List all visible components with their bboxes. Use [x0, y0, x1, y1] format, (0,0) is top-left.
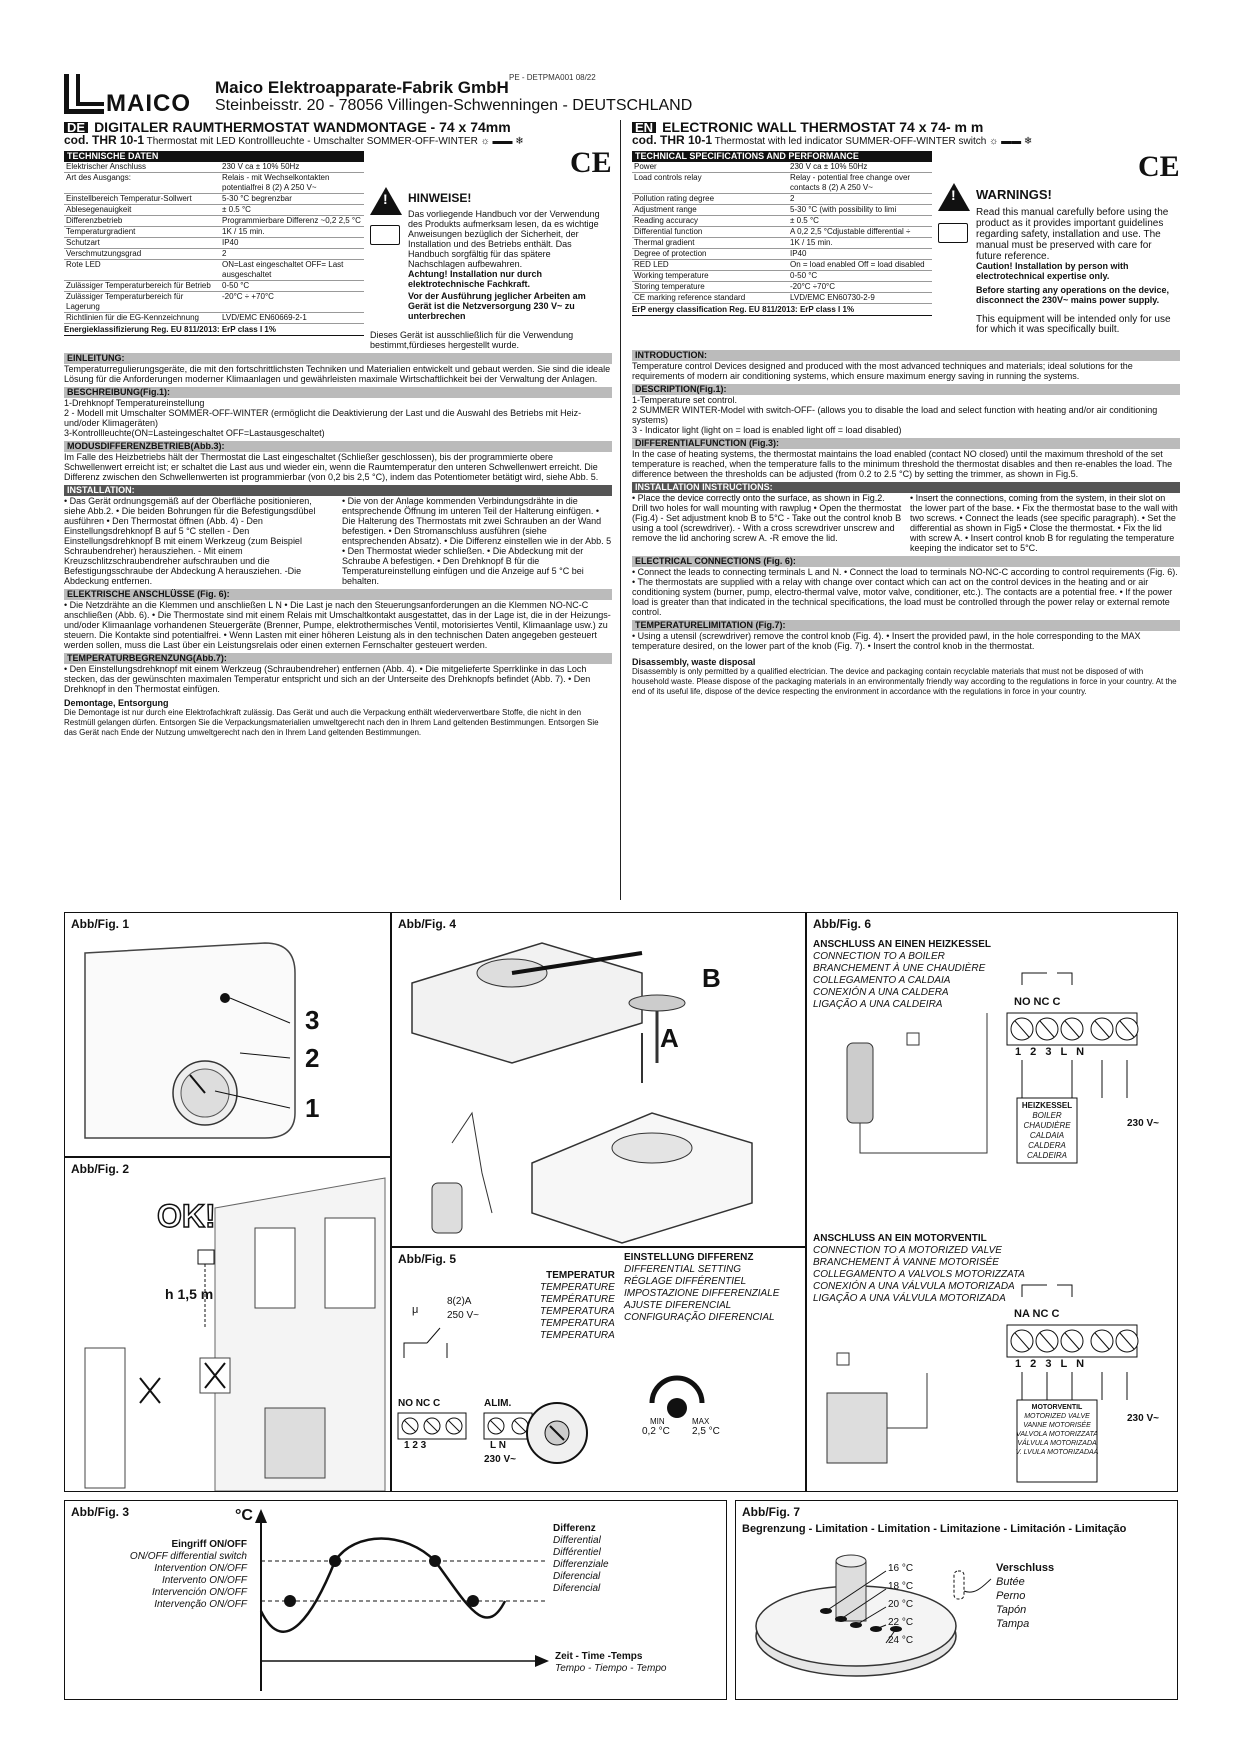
de-differential-heading: MODUSDIFFERENZBETRIEB(Abb.3):	[64, 441, 612, 452]
fig4-label-b: B	[702, 963, 721, 993]
de-spec-label: Temperaturgradient	[64, 227, 220, 238]
de-warning-4: Dieses Gerät ist ausschließlich für die Verwendung bestimmt,fürdieses hergestellt wurde.	[370, 330, 574, 350]
fig6-load2-0: MOTORVENTIL	[1031, 1404, 1083, 1411]
de-spec-value: 0-50 °C	[220, 281, 364, 292]
en-spec-label: Thermal gradient	[632, 238, 788, 249]
de-spec-label: Rote LED	[64, 260, 220, 281]
en-install-left: • Place the device correctly onto the surface, as shown in Fig.2. Drill two holes for wall mounting with rawplug • Open the thermostat (Fig.4) - Set adjustment knob B to 5°C - Take out the control knob B using a tool (screwdriver). - With a cross screwdriver unscrew and remove the lid anchoring screw A. -R emove the lid.	[632, 493, 902, 543]
german-section	[64, 119, 612, 738]
fig7-knob-illustration	[736, 1501, 1177, 1699]
fig6-230v-1: 230 V~	[1127, 1118, 1159, 1129]
en-spec-value: LVD/EMC EN60730-2-9	[788, 293, 932, 304]
fig6-load1-4: CALDERA	[1028, 1141, 1066, 1150]
en-electrical-text: • Connect the leads to connecting terminals L and N. • Connect the load to terminals NO-NC-C according to control requirements (Fig. 6). • The thermostats are supplied with a relay with change over contact which can act on the control devices in the heating and or air conditioning system (burner, pump, electro-thermal valve, motor valve, conditioner, etc.). The contacts are a potential free. • If the power load is greater than that indicated in the technical specifications, the load must be controlled through the power relay or external remote control.	[632, 567, 1178, 617]
fig5-temp-1: TEMPERATURE	[540, 1282, 615, 1293]
de-warning-3: Vor der Ausführung jeglicher Arbeiten am Gerät ist die Netzversorgung 230 V~ zu unterbrechen	[408, 291, 586, 321]
en-spec-label: Pollution rating degree	[632, 194, 788, 205]
fig5-min-value: 0,2 °C	[642, 1426, 670, 1437]
de-spec-row	[64, 194, 364, 205]
de-spec-value: LVD/EMC EN60669-2-1	[220, 313, 364, 324]
de-spec-label: Einstellbereich Temperatur-Sollwert	[64, 194, 220, 205]
en-warning-4: This equipment will be intended only for use for which it was specifically built.	[976, 314, 1171, 335]
en-code-desc: Thermostat with led indicator SUMMER-OFF-WINTER switch	[714, 136, 987, 147]
en-spec-value: 5-30 °C (with possibility to limi	[788, 205, 932, 216]
fig5-diff-3: IMPOSTAZIONE DIFFERENZIALE	[624, 1288, 780, 1299]
de-spec-row	[64, 281, 364, 292]
sun-snow-switch-icon: ☼ ▬▬ ❄	[480, 136, 524, 147]
fig5-temp-3: TEMPERATURA	[540, 1306, 615, 1317]
fig6-valve-1: CONNECTION TO A MOTORIZED VALVE	[813, 1245, 1002, 1256]
en-spec-label: Storing temperature	[632, 282, 788, 293]
fig6-load2-5: V. LVULA MOTORIZADAÁ	[1015, 1449, 1099, 1456]
de-spec-label: Zulässiger Temperaturbereich für Lagerung	[64, 292, 220, 313]
logo-text: MAICO	[106, 90, 191, 117]
fig5-diff-2: RÉGLAGE DIFFÉRENTIEL	[624, 1276, 747, 1287]
de-spec-value: Relais - mit Wechselkontakten potentialfrei 8 (2) A 250 V~	[220, 173, 364, 194]
de-spec-label: Schutzart	[64, 238, 220, 249]
fig6-load2-4: VÁLVULA MOTORIZADA	[1017, 1440, 1097, 1447]
fig5-voltage: 250 V~	[447, 1310, 479, 1321]
en-spec-row	[632, 162, 932, 173]
en-temp-limit-text: • Using a utensil (screwdriver) remove the control knob (Fig. 4). • Insert the provided pawl, in the hole corresponding to the MAX temperature desired, on the lower part of the knob (Fig. 7). • Insert the control knob in the thermostat.	[632, 631, 1141, 651]
fig6-valve-0: ANSCHLUSS AN EIN MOTORVENTIL	[813, 1233, 987, 1244]
fig5-temp-5: TEMPERATURA	[540, 1330, 615, 1341]
de-spec-value: Programmierbare Differenz ~0,2 2,5 °C	[220, 216, 364, 227]
en-spec-value: -20°C ÷70°C	[788, 282, 932, 293]
fig3-time-labels	[555, 1651, 666, 1675]
en-spec-row	[632, 293, 932, 304]
en-warnings-title: WARNINGS!	[976, 187, 1052, 202]
de-spec-row	[64, 313, 364, 324]
warning-triangle-icon	[938, 183, 968, 211]
manual-book-icon	[938, 223, 968, 243]
en-title-bar	[632, 119, 1180, 135]
manual-book-icon	[370, 225, 400, 245]
fig5-min-label: MIN	[650, 1417, 665, 1426]
en-electrical-heading: ELECTRICAL CONNECTIONS (Fig. 6):	[632, 556, 1180, 567]
figure-2	[64, 1157, 391, 1492]
en-code: cod. THR 10-1	[632, 133, 713, 147]
en-spec-value: 230 V ca ± 10% 50Hz	[788, 162, 932, 173]
fig6-wiring-diagram	[807, 913, 1177, 1491]
fig7-temp-20: 20 °C	[888, 1599, 914, 1610]
fig5-terminal-numbers: 1 2 3	[404, 1440, 427, 1451]
fig2-ok-label: OK!	[157, 1198, 216, 1234]
en-install-right: • Insert the connections, coming from the system, in their slot on the lower part of the base. • Fix the thermostat base to the wall with two screws. • Connect the leads (see specific paragraph). • Set the differential as shown in Fig5 • Close the thermostat. • Fix the lid with screw A. • Insert control knob B for regulating the temperature keeping the indicator set to 5°C.	[910, 493, 1178, 553]
en-spec-table	[632, 162, 932, 304]
fig1-callout-2: 2	[305, 1043, 320, 1073]
de-spec-label: Verschmutzungsgrad	[64, 249, 220, 260]
fig7-temp-18: 18 °C	[888, 1581, 914, 1592]
de-installation-heading: INSTALLATION:	[64, 485, 612, 496]
en-disposal-text: Disassembly is only permitted by a qualified electrician. The device and packaging contain recyclable materials that must not be disposed of with household waste. Please dispose of the packaging materials in an environmentally friendly way according to the regulations in force in your country. At the end of its useful life, dispose of the device respecting the environment in accordance with the regulations in force in your country.	[632, 667, 1177, 696]
de-desc-1: 1-Drehknopf Temperatureinstellung	[64, 398, 205, 408]
figure-4	[391, 912, 806, 1247]
fig7-title: Abb/Fig. 7	[742, 1505, 800, 1519]
fig5-temp-0: TEMPERATUR	[546, 1270, 615, 1281]
fig2-height-label: h 1,5 m	[165, 1286, 214, 1302]
fig2-title: Abb/Fig. 2	[71, 1162, 129, 1176]
fig5-max-label: MAX	[692, 1417, 710, 1426]
wall-mounting-illustration	[65, 1158, 390, 1491]
de-differential-text: Im Falle des Heizbetriebs hält der Thermostat die Last eingeschaltet (Schließer geschlossen), bis der programmierte obere Schwellenwert erreicht ist; er schaltet die Last aus und wieder ein, wenn die Raumtemperatur den unteren Schwellenwert erreicht. Die Differenz zwischen den Schwellenwerten ist programmierbar (von 0,2 bis 2,5 °C), indem das Potentiometer betätigt wird, siehe Abb. 5.	[64, 452, 599, 482]
fig6-load2-3: VALVOLA MOTORIZZATA	[1016, 1431, 1098, 1438]
ce-mark-icon: CE	[570, 146, 612, 179]
fig6-valve-5: LIGAÇÃO A UNA VÁLVULA MOTORIZADA	[813, 1293, 1006, 1304]
fig3-time-1: Tempo - Tiempo - Tempo	[555, 1663, 667, 1674]
fig3-left-4: Intervención ON/OFF	[151, 1587, 247, 1598]
de-spec-label: Differenzbetrieb	[64, 216, 220, 227]
fig1-callout-3: 3	[305, 1005, 320, 1035]
de-title-bar	[64, 119, 612, 135]
document-reference: PE - DETPMA001 08/22	[509, 73, 596, 82]
fig6-load1-5: CALDEIRA	[1026, 1151, 1067, 1160]
figure-7	[735, 1500, 1178, 1700]
fig5-title: Abb/Fig. 5	[398, 1252, 456, 1266]
en-installation-heading: INSTALLATION INSTRUCTIONS:	[632, 482, 1180, 493]
en-spec-label: Reading accuracy	[632, 216, 788, 227]
en-desc-1: 1-Temperature set control.	[632, 395, 738, 405]
de-spec-label: Richtlinien für die EG-Kennzeichnung	[64, 313, 220, 324]
de-code-line	[64, 135, 612, 147]
fig7-stop-4: Tampa	[996, 1618, 1030, 1630]
en-lang-code: EN	[632, 122, 656, 133]
fig5-temperature-labels	[540, 1270, 615, 1342]
de-spec-value: ON=Last eingeschaltet OFF= Last ausgeschaltet	[220, 260, 364, 281]
en-spec-label: RED LED	[632, 260, 788, 271]
fig3-left-1: ON/OFF differential switch	[129, 1551, 247, 1562]
fig3-diff-1: Differential	[553, 1535, 601, 1546]
de-spec-row	[64, 260, 364, 281]
en-spec-row	[632, 227, 932, 238]
de-warning-1: Das vorliegende Handbuch vor der Verwendung des Produkts aufmerksam lesen, da es wichtige Anweisungen bezüglich der Sicherheit, der Installation und des Betriebs enthält. Das Handbuch sorgfältig für das spätere Nachschlagen aufbewahren.	[408, 209, 600, 269]
fig5-alim-label: ALIM.	[484, 1398, 512, 1409]
fig4-title: Abb/Fig. 4	[398, 917, 456, 931]
warning-triangle-icon	[370, 187, 400, 215]
en-spec-row	[632, 249, 932, 260]
en-spec-row	[632, 282, 932, 293]
fig6-load1-0: HEIZKESSEL	[1021, 1101, 1073, 1110]
fig6-boiler-2: BRANCHEMENT À UNE CHAUDIÈRE	[813, 963, 986, 974]
de-energy-class: Energieklassifizierung Reg. EU 811/2013: ErP class I 1%	[64, 324, 364, 336]
company-name: Maico Elektroapparate-Fabrik GmbH	[215, 78, 509, 97]
fig6-title: Abb/Fig. 6	[813, 917, 871, 931]
fig7-stop-3: Tapón	[996, 1604, 1027, 1616]
de-temp-limit-heading: TEMPERATURBEGRENZUNG(Abb.7):	[64, 653, 612, 664]
de-spec-value: 230 V ca ± 10% 50Hz	[220, 162, 364, 173]
en-spec-label: Load controls relay	[632, 173, 788, 194]
en-spec-row	[632, 173, 932, 194]
de-disposal-heading: Demontage, Entsorgung	[64, 698, 169, 708]
fig6-230v-2: 230 V~	[1127, 1413, 1159, 1424]
fig5-230v: 230 V~	[484, 1454, 516, 1465]
fig6-terminal-numbers-1: 1 2 3 L N	[1015, 1046, 1085, 1058]
column-divider	[620, 120, 621, 900]
de-electrical-heading: ELEKTRISCHE ANSCHLÜSSE (Fig. 6):	[64, 589, 612, 600]
fig6-boiler-1: CONNECTION TO A BOILER	[813, 951, 945, 962]
de-spec-label: Ablesegenauigkeit	[64, 205, 220, 216]
fig7-stop-0: Verschluss	[996, 1562, 1055, 1574]
de-spec-row	[64, 238, 364, 249]
figure-3	[64, 1500, 727, 1700]
fig6-boiler-5: LIGAÇÃO A UNA CALDEIRA	[813, 999, 943, 1010]
fig6-terminals-valve: NA NC C	[1014, 1308, 1060, 1320]
english-section	[632, 119, 1180, 697]
de-spec-value: -20°C ÷ +70°C	[220, 292, 364, 313]
de-warnings-title: HINWEISE!	[408, 191, 472, 205]
de-lang-code: DE	[64, 122, 88, 133]
de-spec-table	[64, 162, 364, 324]
en-spec-value: IP40	[788, 249, 932, 260]
de-temp-limit-text: • Den Einstellungsdrehknopf mit einem Werkzeug (Schraubendreher) entfernen (Abb. 4). • Die mitgelieferte Sperrklinke in das Loch stecken, das der gewünschten maximalen Temperatur entspricht und sich an der Unterseite des Drehknopfs befindet (Abb. 7). • Den Drehknopf in den Thermostat einfügen.	[64, 664, 591, 694]
figure-6	[806, 912, 1178, 1492]
fig3-diff-3: Differenziale	[553, 1559, 609, 1570]
en-spec-label: Differential function	[632, 227, 788, 238]
de-description-heading: BESCHREIBUNG(Fig.1):	[64, 387, 612, 398]
en-warning-2: Caution! Installation by person with electrotechnical expertise only.	[976, 261, 1129, 281]
en-spec-header: TECHNICAL SPECIFICATIONS AND PERFORMANCE	[632, 151, 932, 162]
fig5-diff-0: EINSTELLUNG DIFFERENZ	[624, 1252, 754, 1263]
de-spec-value: 5-30 °C begrenzbar	[220, 194, 364, 205]
de-spec-value: IP40	[220, 238, 364, 249]
fig6-boiler-0: ANSCHLUSS AN EINEN HEIZKESSEL	[813, 939, 991, 950]
fig5-temp-2: TEMPÉRATURE	[540, 1294, 615, 1305]
de-warning-2: Achtung! Installation nur durch elektrotechnische Fachkraft.	[408, 269, 542, 289]
de-disposal-text: Die Demontage ist nur durch eine Elektrofachkraft zulässig. Das Gerät und auch die Verpackung enthält wiederverwertbare Stoffe, die nicht in den Restmüll gelangen dürfen. Entsorgen Sie die Verpackungsmaterialien umweltgerecht nach den in Ihrem Land geltenden Bestimmungen. Entsorgen Sie das Gerät nach Ende der Nutzung umweltgerecht nach den in Ihrem Land geltenden Bestimmungen.	[64, 708, 599, 737]
en-spec-label: Power	[632, 162, 788, 173]
fig3-diff-2: Différentiel	[553, 1547, 601, 1558]
fig7-stop-1: Butée	[996, 1576, 1025, 1588]
de-intro-heading: EINLEITUNG:	[64, 353, 612, 364]
de-spec-value: 1K / 15 min.	[220, 227, 364, 238]
de-spec-header: TECHNISCHE DATEN	[64, 151, 364, 162]
fig5-differential-labels	[624, 1252, 779, 1324]
fig5-diff-4: AJUSTE DIFERENCIAL	[624, 1300, 732, 1311]
de-intro-text: Temperaturregulierungsgeräte, die mit den fortschrittlichsten Techniken und Materialien entwickelt und gebaut werden. Sie sind die ideale Lösung für die Anforderungen moderner Klimaanlagen und gewährleisten maximale Wirtschaftlichkeit bei der Verwaltung der Anlagen.	[64, 364, 611, 384]
fig3-unit: °C	[235, 1507, 253, 1524]
fig6-boiler-4: CONEXIÓN A UNA CALDERA	[813, 987, 949, 998]
fig6-valve-4: CONEXIÓN A UNA VÁLVULA MOTORIZADA	[813, 1281, 1015, 1292]
fig5-temp-4: TEMPERATURA	[540, 1318, 615, 1329]
de-install-right: • Die von der Anlage kommenden Verbindungsdrähte in die entsprechende Öffnung im unteren Teil der Halterung einfügen. • Die Halterung des Thermostats mit zwei Schrauben an der Wand befestigen. • Den Stromanschluss ausführen (siehe entsprechenden Absatz). • Die Differenz einstellen wie in der Abb. 5 • Den Thermostat wieder schließen. • Die Abdeckung mit der Schraube A befestigen. • Den Drehknopf B für die Temperatureinstellung einfügen und die Anzeige auf 5 °C bei behalten.	[342, 496, 612, 586]
en-title: ELECTRONIC WALL THERMOSTAT 74 x 74- m m	[662, 119, 984, 135]
en-description-heading: DESCRIPTION(Fig.1):	[632, 384, 1180, 395]
en-spec-label: Working temperature	[632, 271, 788, 282]
fig3-time-0: Zeit - Time -Temps	[555, 1651, 643, 1662]
fig6-load2-2: VANNE MOTORISÉE	[1023, 1422, 1091, 1429]
logo-mark-icon	[64, 74, 104, 114]
en-spec-row	[632, 260, 932, 271]
en-spec-label: CE marking reference standard	[632, 293, 788, 304]
de-desc-2: 2 - Modell mit Umschalter SOMMER-OFF-WINTER (ermöglicht die Deaktivierung der Last und die Auswahl des Betriebs mit Heiz- und/oder Klimageräten)	[64, 408, 582, 428]
en-spec-value: On = load enabled Off = load disabled	[788, 260, 932, 271]
fig5-ln: L N	[490, 1440, 506, 1451]
fig6-valve-3: COLLEGAMENTO A VALVOLS MOTORIZZATA	[813, 1269, 1025, 1280]
fig7-sub: Begrenzung - Limitation - Limitation - Limitazione - Limitación - Limitação	[742, 1523, 1127, 1535]
fig3-left-5: Intervenção ON/OFF	[154, 1599, 247, 1610]
de-title: DIGITALER RAUMTHERMOSTAT WANDMONTAGE - 74 x 74mm	[94, 119, 511, 135]
fig3-diff-5: Diferencial	[553, 1583, 601, 1594]
en-desc-3: 3 - Indicator light (light on = load is enabled light off = load disabled)	[632, 425, 902, 435]
en-spec-row	[632, 194, 932, 205]
fig6-load1-1: BOILER	[1032, 1111, 1062, 1120]
fig1-callout-1: 1	[305, 1093, 320, 1123]
en-spec-row	[632, 205, 932, 216]
fig3-left-3: Intervento ON/OFF	[161, 1575, 247, 1586]
de-spec-row	[64, 216, 364, 227]
fig5-max-value: 2,5 °C	[692, 1426, 720, 1437]
fig6-valve-load	[1015, 1403, 1099, 1457]
en-spec-row	[632, 238, 932, 249]
figure-1	[64, 912, 391, 1157]
en-intro-heading: INTRODUCTION:	[632, 350, 1180, 361]
ce-mark-icon: CE	[1138, 150, 1180, 183]
en-spec-value: 2	[788, 194, 932, 205]
en-spec-value: A 0,2 2,5 °Cdjustable differential ÷	[788, 227, 932, 238]
thermostat-front-illustration	[65, 913, 390, 1156]
de-install-left: • Das Gerät ordnungsgemäß auf der Oberfläche positionieren, siehe Abb.2. • Die beiden Bohrungen für die Befestigungsdübel ausführen • Den Thermostat öffnen (Abb. 4) - Den Einstellungsdrehknopf B auf 5 °C stellen - Den Einstellungsdrehknopf B mit einem Werkzeug (zum Beispiel Schraubendreher) herausziehen. - Mit einem Kreuzschlitzschraubendreher aufschrauben und die Befestigungsschraube der Abdeckung A herausziehen. -Die Abdeckung entfernen.	[64, 496, 316, 586]
en-spec-label: Adjustment range	[632, 205, 788, 216]
de-spec-row	[64, 292, 364, 313]
de-spec-row	[64, 249, 364, 260]
fig3-diff-4: Diferencial	[553, 1571, 601, 1582]
en-energy-class: ErP energy classification Reg. EU 811/2013: ErP class I 1%	[632, 304, 932, 316]
de-electrical-text: • Die Netzdrähte an die Klemmen und anschließen L N • Die Last je nach den Steuerungsanforderungen an die Klemmen NO-NC-C anschließen (Abb. 6). • Die Thermostate sind mit einem Relais mit Umschaltkontakt ausgestattet, das in der Lage ist, die in der Heizungs- und/oder Klimaanlage vorhandenen Steuergeräte (Brenner, Pumpe, elektrothermisches Ventil, motorisiertes Ventil, Klimaanlage usw.) zu steuern. Die Kontakte sind potentialfrei. • Wenn Lasten mit einer höheren Leistung als in den technischen Daten angegeben gesteuert werden sollen, muss die Last über ein Leistungsrelais oder einen externen Fernschalter gesteuert werden.	[64, 600, 611, 650]
fig6-terminal-numbers-2: 1 2 3 L N	[1015, 1358, 1085, 1370]
en-spec-row	[632, 216, 932, 227]
fig7-stop-2: Perno	[996, 1590, 1026, 1602]
company-address: Steinbeisstr. 20 - 78056 Villingen-Schwenningen - DEUTSCHLAND	[215, 97, 693, 114]
fig6-valve-2: BRANCHEMENT À VANNE MOTORISÉE	[813, 1257, 999, 1268]
de-spec-label: Zulässiger Temperaturbereich für Betrieb	[64, 281, 220, 292]
fig4-label-a: A	[660, 1023, 679, 1053]
fig6-load2-1: MOTORIZED VALVE	[1024, 1413, 1090, 1420]
en-differential-text: In the case of heating systems, the thermostat maintains the load enabled (contact NO closed) until the maximum threshold of the set temperature is reached, when the temperature falls to the minimum threshold the thermostat disables and then re-enables the load. The difference between the thresholds can be adjusted (from 0.2 to 2.5 °C) by setting the trimmer, as shown in Fig.5.	[632, 449, 1173, 479]
en-code-line	[632, 135, 1180, 147]
thermostat-opening-illustration	[392, 913, 805, 1246]
figure-5	[391, 1247, 806, 1492]
en-spec-value: 1K / 15 min.	[788, 238, 932, 249]
en-intro-text: Temperature control Devices designed and produced with the most advanced techniques and materials; ideal solutions for the requirements of modern air conditioning systems, which ensure maximum energy saving in running the systems.	[632, 361, 1133, 381]
en-temp-limit-heading: TEMPERATURELIMITATION (Fig.7):	[632, 620, 1180, 631]
fig7-temp-16: 16 °C	[888, 1563, 914, 1574]
en-spec-value: Relay - potential free change over contacts 8 (2) A 250 V~	[788, 173, 932, 194]
fig6-valve-labels	[813, 1233, 1025, 1305]
fig6-boiler-3: COLLEGAMENTO A CALDAIA	[813, 975, 951, 986]
fig5-mu-label: μ	[412, 1304, 419, 1316]
en-desc-2: 2 SUMMER WINTER-Model with switch-OFF- (allows you to disable the load and select function with heating and/or air conditioning systems)	[632, 405, 1158, 425]
en-spec-value: ± 0.5 °C	[788, 216, 932, 227]
en-disposal-heading: Disassembly, waste disposal	[632, 657, 756, 667]
fig5-terminals: NO NC C	[398, 1398, 441, 1409]
de-code-desc: Thermostat mit LED Kontrollleuchte - Umschalter SOMMER-OFF-WINTER	[146, 136, 478, 147]
de-spec-value: 2	[220, 249, 364, 260]
de-spec-row	[64, 227, 364, 238]
fig7-temp-24: 24 °C	[888, 1635, 914, 1646]
de-spec-label: Elektrischer Anschluss	[64, 162, 220, 173]
fig5-rating: 8(2)A	[447, 1296, 472, 1307]
fig7-stop-labels	[996, 1561, 1054, 1631]
fig5-diff-5: CONFIGURAÇÃO DIFERENCIAL	[624, 1312, 775, 1323]
fig5-diff-1: DIFFERENTIAL SETTING	[624, 1264, 742, 1275]
fig6-boiler-load	[1019, 1101, 1075, 1161]
de-spec-label: Art des Ausgangs:	[64, 173, 220, 194]
fig6-load1-2: CHAUDIÈRE	[1023, 1121, 1071, 1130]
en-spec-row	[632, 271, 932, 282]
de-spec-row	[64, 205, 364, 216]
de-code: cod. THR 10-1	[64, 133, 145, 147]
de-spec-value: ± 0.5 °C	[220, 205, 364, 216]
sun-snow-switch-icon: ☼ ▬▬ ❄	[989, 136, 1033, 147]
de-spec-row	[64, 173, 364, 194]
en-differential-heading: DIFFERENTIALFUNCTION (Fig.3):	[632, 438, 1180, 449]
fig6-load1-3: CALDAIA	[1029, 1131, 1065, 1140]
en-warning-3: Before starting any operations on the device, disconnect the 230V~ mains power supply.	[976, 285, 1170, 305]
fig3-left-0: Eingriff ON/OFF	[171, 1539, 247, 1550]
maico-logo	[64, 74, 204, 118]
en-spec-label: Degree of protection	[632, 249, 788, 260]
de-desc-3: 3-Kontrollleuchte(ON=Lasteingeschaltet OFF=Lastausgeschaltet)	[64, 428, 325, 438]
en-warning-1: Read this manual carefully before using the product as it provides important guidelines regarding safety, installation and use. The manual must be preserved with care for future reference.	[976, 207, 1169, 262]
fig3-title: Abb/Fig. 3	[71, 1505, 129, 1519]
fig3-differential-labels	[553, 1523, 609, 1595]
fig3-diff-0: Differenz	[553, 1523, 596, 1534]
de-spec-row	[64, 162, 364, 173]
fig3-left-2: Intervention ON/OFF	[154, 1563, 247, 1574]
fig7-temp-22: 22 °C	[888, 1617, 914, 1628]
en-spec-value: 0-50 °C	[788, 271, 932, 282]
fig6-terminals-boiler: NO NC C	[1014, 996, 1061, 1008]
fig1-title: Abb/Fig. 1	[71, 917, 129, 931]
